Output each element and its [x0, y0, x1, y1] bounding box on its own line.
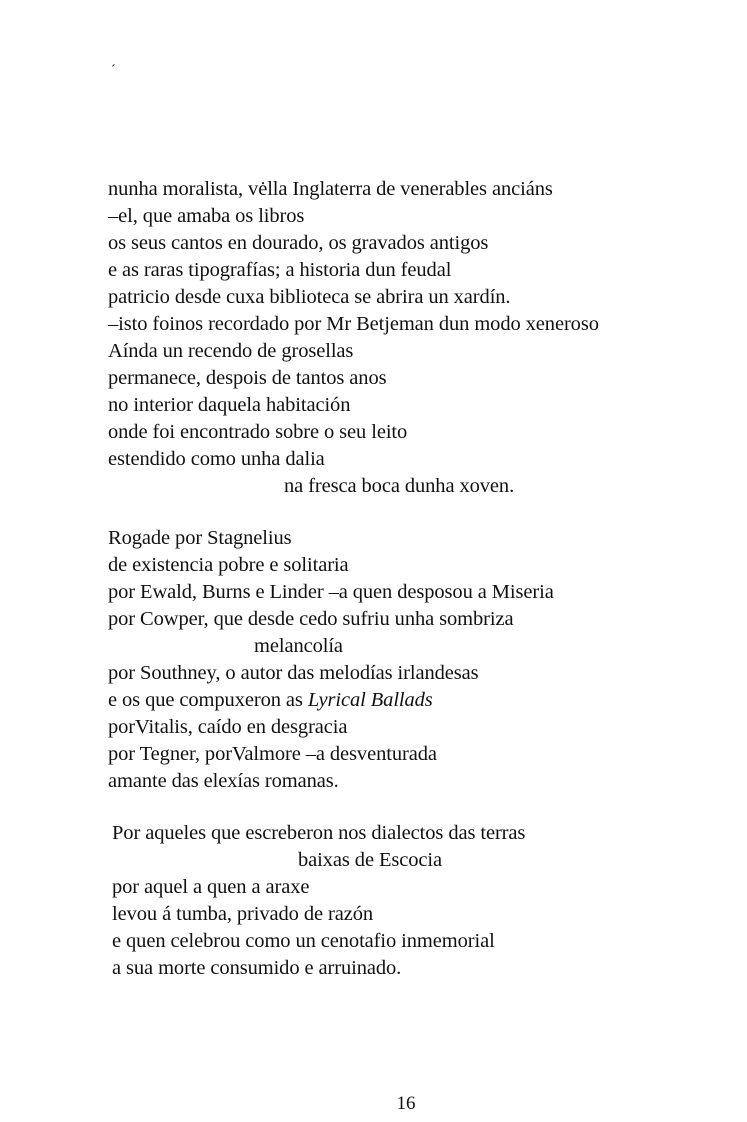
verse-line: os seus cantos en dourado, os gravados antigos: [108, 232, 489, 254]
verse-line: estendido como unha dalia: [108, 448, 325, 470]
verse-line: Aínda un recendo de grosellas: [108, 340, 354, 362]
verse-line: por Southney, o autor das melodías irlandesas: [108, 662, 479, 684]
verse-line: [108, 687, 433, 713]
verse-line: de existencia pobre e solitaria: [108, 554, 349, 576]
verse-line: nunha moralista, vėlla Inglaterra de venerables anciáns: [108, 178, 553, 200]
verse-line: por Ewald, Burns e Linder –a quen desposou a Miseria: [108, 581, 554, 603]
verse-line: –isto foinos recordado por Mr Betjeman dun modo xeneroso: [108, 313, 599, 335]
verse-line: e quen celebrou como un cenotafio inmemorial: [112, 930, 495, 952]
verse-line: por aquel a quen a araxe: [112, 876, 310, 898]
verse-line: Rogade por Stagnelius: [108, 527, 292, 549]
verse-text: e os que compuxeron as: [108, 689, 308, 711]
verse-line-indented: melancolía: [254, 635, 343, 657]
verse-line: permanece, despois de tantos anos: [108, 367, 387, 389]
verse-line: por Cowper, que desde cedo sufriu unha sombriza: [108, 608, 514, 630]
verse-line: a sua morte consumido e arruinado.: [112, 957, 402, 979]
verse-line: levou á tumba, privado de razón: [112, 903, 374, 925]
verse-line: –el, que amaba os libros: [108, 205, 305, 227]
verse-line: Por aqueles que escreberon nos dialectos das terras: [112, 822, 526, 844]
verse-line: patricio desde cuxa biblioteca se abrira un xardín.: [108, 286, 511, 308]
verse-line: amante das elexías romanas.: [108, 770, 339, 792]
book-title-italic: Lyrical Ballads: [307, 689, 433, 711]
verse-line: por Tegner, porValmore –a desventurada: [108, 743, 437, 765]
verse-line-indented: baixas de Escocia: [298, 849, 443, 871]
verse-line: porVitalis, caído en desgracia: [108, 716, 348, 738]
page-number: 16: [396, 1093, 416, 1114]
stray-mark: ´: [111, 63, 116, 78]
verse-line: onde foi encontrado sobre o seu leito: [108, 421, 408, 443]
verse-line: no interior daquela habitación: [108, 394, 351, 416]
verse-line-indented: na fresca boca dunha xoven.: [284, 475, 515, 497]
verse-line: e as raras tipografías; a historia dun feudal: [108, 259, 452, 281]
